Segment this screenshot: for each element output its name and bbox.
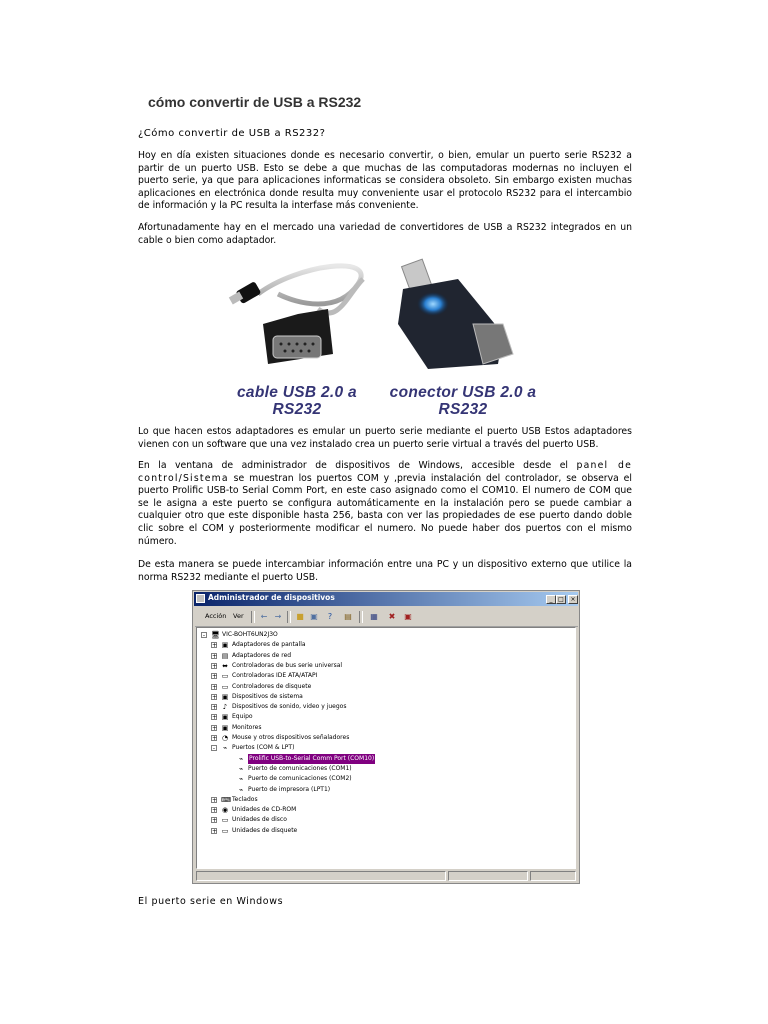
maximize-button[interactable]: □ (556, 595, 566, 604)
device-icon: ⌁ (238, 785, 244, 794)
tree-node[interactable] (211, 682, 557, 692)
device-icon: ▭ (221, 682, 229, 691)
menu-accion[interactable]: Acción (205, 612, 227, 620)
device-icon: ▭ (221, 826, 229, 835)
tree-node[interactable] (211, 795, 557, 805)
paragraph-emulation: Lo que hacen estos adaptadores es emular un puerto serie mediante el puerto USB Estos adaptadores vienen con un software que una vez instalado crea un puerto serie virtual a través del puerto USB. (138, 426, 632, 450)
status-pane-main (196, 871, 446, 881)
collapse-icon[interactable]: - (212, 745, 216, 753)
device-icon: ♪ (222, 703, 228, 712)
tree-node-label: Puerto de comunicaciones (COM2) (248, 775, 352, 783)
device-icon: ⌁ (238, 754, 244, 763)
device-icon: ▭ (221, 672, 229, 681)
expand-icon[interactable]: + (212, 673, 218, 681)
forward-icon[interactable]: → (274, 612, 282, 621)
tree-node[interactable] (221, 774, 557, 784)
device-icon: ⌁ (238, 775, 244, 784)
properties-icon[interactable]: ▤ (344, 612, 352, 621)
tree-node[interactable] (211, 651, 557, 661)
device-icon: 🖥 (211, 631, 220, 639)
minimize-button[interactable]: _ (546, 595, 556, 604)
device-icon: ⌨ (221, 795, 232, 804)
tree-node[interactable] (211, 826, 557, 836)
back-icon[interactable]: ← (260, 612, 268, 621)
expand-icon[interactable]: + (212, 735, 218, 742)
tree-node[interactable] (201, 630, 557, 640)
disable-icon[interactable]: ▣ (404, 612, 412, 621)
toolbar-separator (359, 611, 363, 623)
tree-node-label: Mouse y otros dispositivos señaladores (232, 734, 350, 741)
device-icon: ▣ (221, 713, 229, 722)
tree-node-label: Unidades de CD-ROM (232, 806, 297, 814)
tree-node[interactable] (211, 671, 557, 681)
tree-node[interactable] (211, 640, 557, 650)
tree-node[interactable] (211, 661, 557, 671)
device-manager-window (192, 590, 580, 884)
tree-node[interactable] (211, 692, 557, 702)
device-icon: ▣ (221, 692, 229, 701)
window-title: Administrador de dispositivos (208, 593, 335, 602)
tree-node-label: Puerto de comunicaciones (COM1) (248, 764, 352, 772)
device-icon: ▤ (221, 651, 229, 660)
tree-node[interactable] (211, 712, 557, 722)
control-panel-phrase: panel de control/Sistema (138, 460, 632, 484)
paragraph-conclusion: De esta manera se puede intercambiar información entre una PC y un dispositivo externo que utilice la norma RS232 mediante el puerto USB. (138, 559, 632, 583)
expand-icon[interactable]: + (212, 662, 218, 670)
device-icon: ⌁ (238, 764, 244, 773)
tree-node[interactable] (221, 785, 557, 795)
expand-icon[interactable]: + (212, 724, 218, 732)
help-icon[interactable]: ? (327, 612, 333, 621)
device-tree-panel (196, 627, 576, 869)
expand-icon[interactable]: + (212, 683, 218, 691)
tree-node[interactable] (221, 764, 557, 774)
tree-node-label: Monitores (232, 723, 262, 731)
status-pane-tertiary (530, 871, 576, 881)
tree-node-label: Dispositivos de sistema (232, 692, 303, 700)
collapse-icon[interactable]: - (202, 632, 206, 639)
tree-node-label: Unidades de disquete (232, 826, 298, 834)
tree-node-label: Prolific USB-to-Serial Comm Port (COM10) (249, 754, 375, 762)
expand-icon[interactable]: + (212, 704, 218, 712)
expand-icon[interactable]: + (212, 796, 218, 804)
computer-icon[interactable]: ▣ (310, 612, 318, 621)
tree-node[interactable] (211, 702, 557, 712)
device-icon: ▣ (221, 723, 229, 732)
tree-node-label: Controladoras de bus serie universal (232, 661, 343, 669)
expand-icon[interactable]: + (212, 642, 218, 650)
folder-icon[interactable]: ■ (296, 612, 304, 621)
paragraph-device-manager-end: se muestran los puertos COM y ,previa instalación del controlador, se observa el puerto Prolific USB-to Serial Comm Port, en este caso asignado como el COM10. El numero de COM que se le asigna a este puerto se configura automáticamente en la instalación pero se puede cambiar a cualquier otro que este disponible hasta 256, basta con ver las propiedades de ese puerto dando doble clic sobre el COM y posteriormente modificar el numero. No puede haber dos puertos con el mismo número. (138, 472, 632, 547)
window-titlebar (194, 592, 578, 606)
paragraph-device-manager (138, 460, 632, 548)
device-icon: ▭ (221, 816, 229, 825)
device-icon: ⌁ (222, 744, 228, 753)
expand-icon[interactable]: + (212, 714, 218, 722)
tree-node[interactable] (211, 723, 557, 733)
paragraph-intro: Hoy en día existen situaciones donde es necesario convertir, o bien, emular un puerto serie RS232 a partir de un puerto USB. Esto se debe a que muchas de las computadoras modernas no incluyen el puerto serie, ya que para aplicaciones informaticas se considera obsoleto. Sin embargo existen muchas aplicaciones en electrónica donde resulta muy conveniente usar el protocolo RS232 para el intercambio de información y la PC resulta la interfase más conveniente. (138, 150, 632, 212)
tree-node-label: Adaptadores de red (232, 651, 292, 659)
device-icon: ◔ (221, 734, 229, 742)
usb-rs232-product-image (228, 254, 558, 424)
expand-icon[interactable]: + (212, 827, 218, 835)
status-bar (196, 871, 576, 882)
tree-node[interactable] (211, 815, 557, 825)
tree-node-label: Adaptadores de pantalla (232, 641, 306, 649)
expand-icon[interactable]: + (212, 807, 218, 815)
tree-node-label: Equipo (232, 713, 253, 721)
tree-node-label: Controladoras IDE ATA/ATAPI (232, 672, 318, 680)
page-title: cómo convertir de USB a RS232 (148, 94, 362, 110)
device-icon: ◉ (221, 806, 229, 815)
uninstall-icon[interactable]: ✖ (388, 612, 396, 621)
paragraph-device-manager-start: En la ventana de administrador de dispositivos de Windows, accesible desde el (138, 460, 577, 471)
paragraph-converters: Afortunadamente hay en el mercado una variedad de convertidores de USB a RS232 integrados en un cable o bien como adaptador. (138, 222, 632, 246)
tree-node-label: Controladores de disquete (232, 682, 312, 690)
tree-node-label: Dispositivos de sonido, video y juegos (232, 703, 347, 711)
toolbar-separator (251, 611, 255, 623)
tree-node[interactable] (211, 733, 557, 743)
toolbar-separator (287, 611, 291, 623)
menu-toolbar (195, 608, 578, 627)
subtitle: ¿Cómo convertir de USB a RS232? (138, 128, 326, 139)
tree-node-label: Unidades de disco (232, 816, 287, 824)
cable-label: cable USB 2.0 a RS232 (237, 384, 357, 418)
status-pane-secondary (448, 871, 528, 881)
device-icon: ⬌ (222, 661, 228, 670)
figure-caption: El puerto serie en Windows (138, 896, 284, 907)
close-button[interactable]: × (568, 595, 578, 604)
tree-node[interactable] (211, 805, 557, 815)
tree-node-label: VIC-BOHT6UN2J3O (222, 631, 278, 638)
tree-node[interactable] (221, 754, 557, 764)
device-manager-icon (196, 594, 205, 603)
expand-icon[interactable]: + (212, 652, 218, 660)
adapters-illustration (228, 254, 558, 384)
menu-ver[interactable]: Ver (233, 612, 244, 620)
device-icon: ▣ (221, 641, 229, 650)
device-tree (197, 628, 575, 868)
expand-icon[interactable]: + (212, 693, 218, 701)
tree-node-label: Puertos (COM & LPT) (232, 744, 295, 752)
scan-icon[interactable]: ▦ (370, 612, 378, 621)
tree-node[interactable] (211, 743, 557, 753)
expand-icon[interactable]: + (212, 817, 218, 825)
connector-label: conector USB 2.0 a RS232 (389, 384, 537, 418)
tree-node-label: Puerto de impresora (LPT1) (248, 785, 331, 793)
tree-node-label: Teclados (232, 795, 258, 803)
